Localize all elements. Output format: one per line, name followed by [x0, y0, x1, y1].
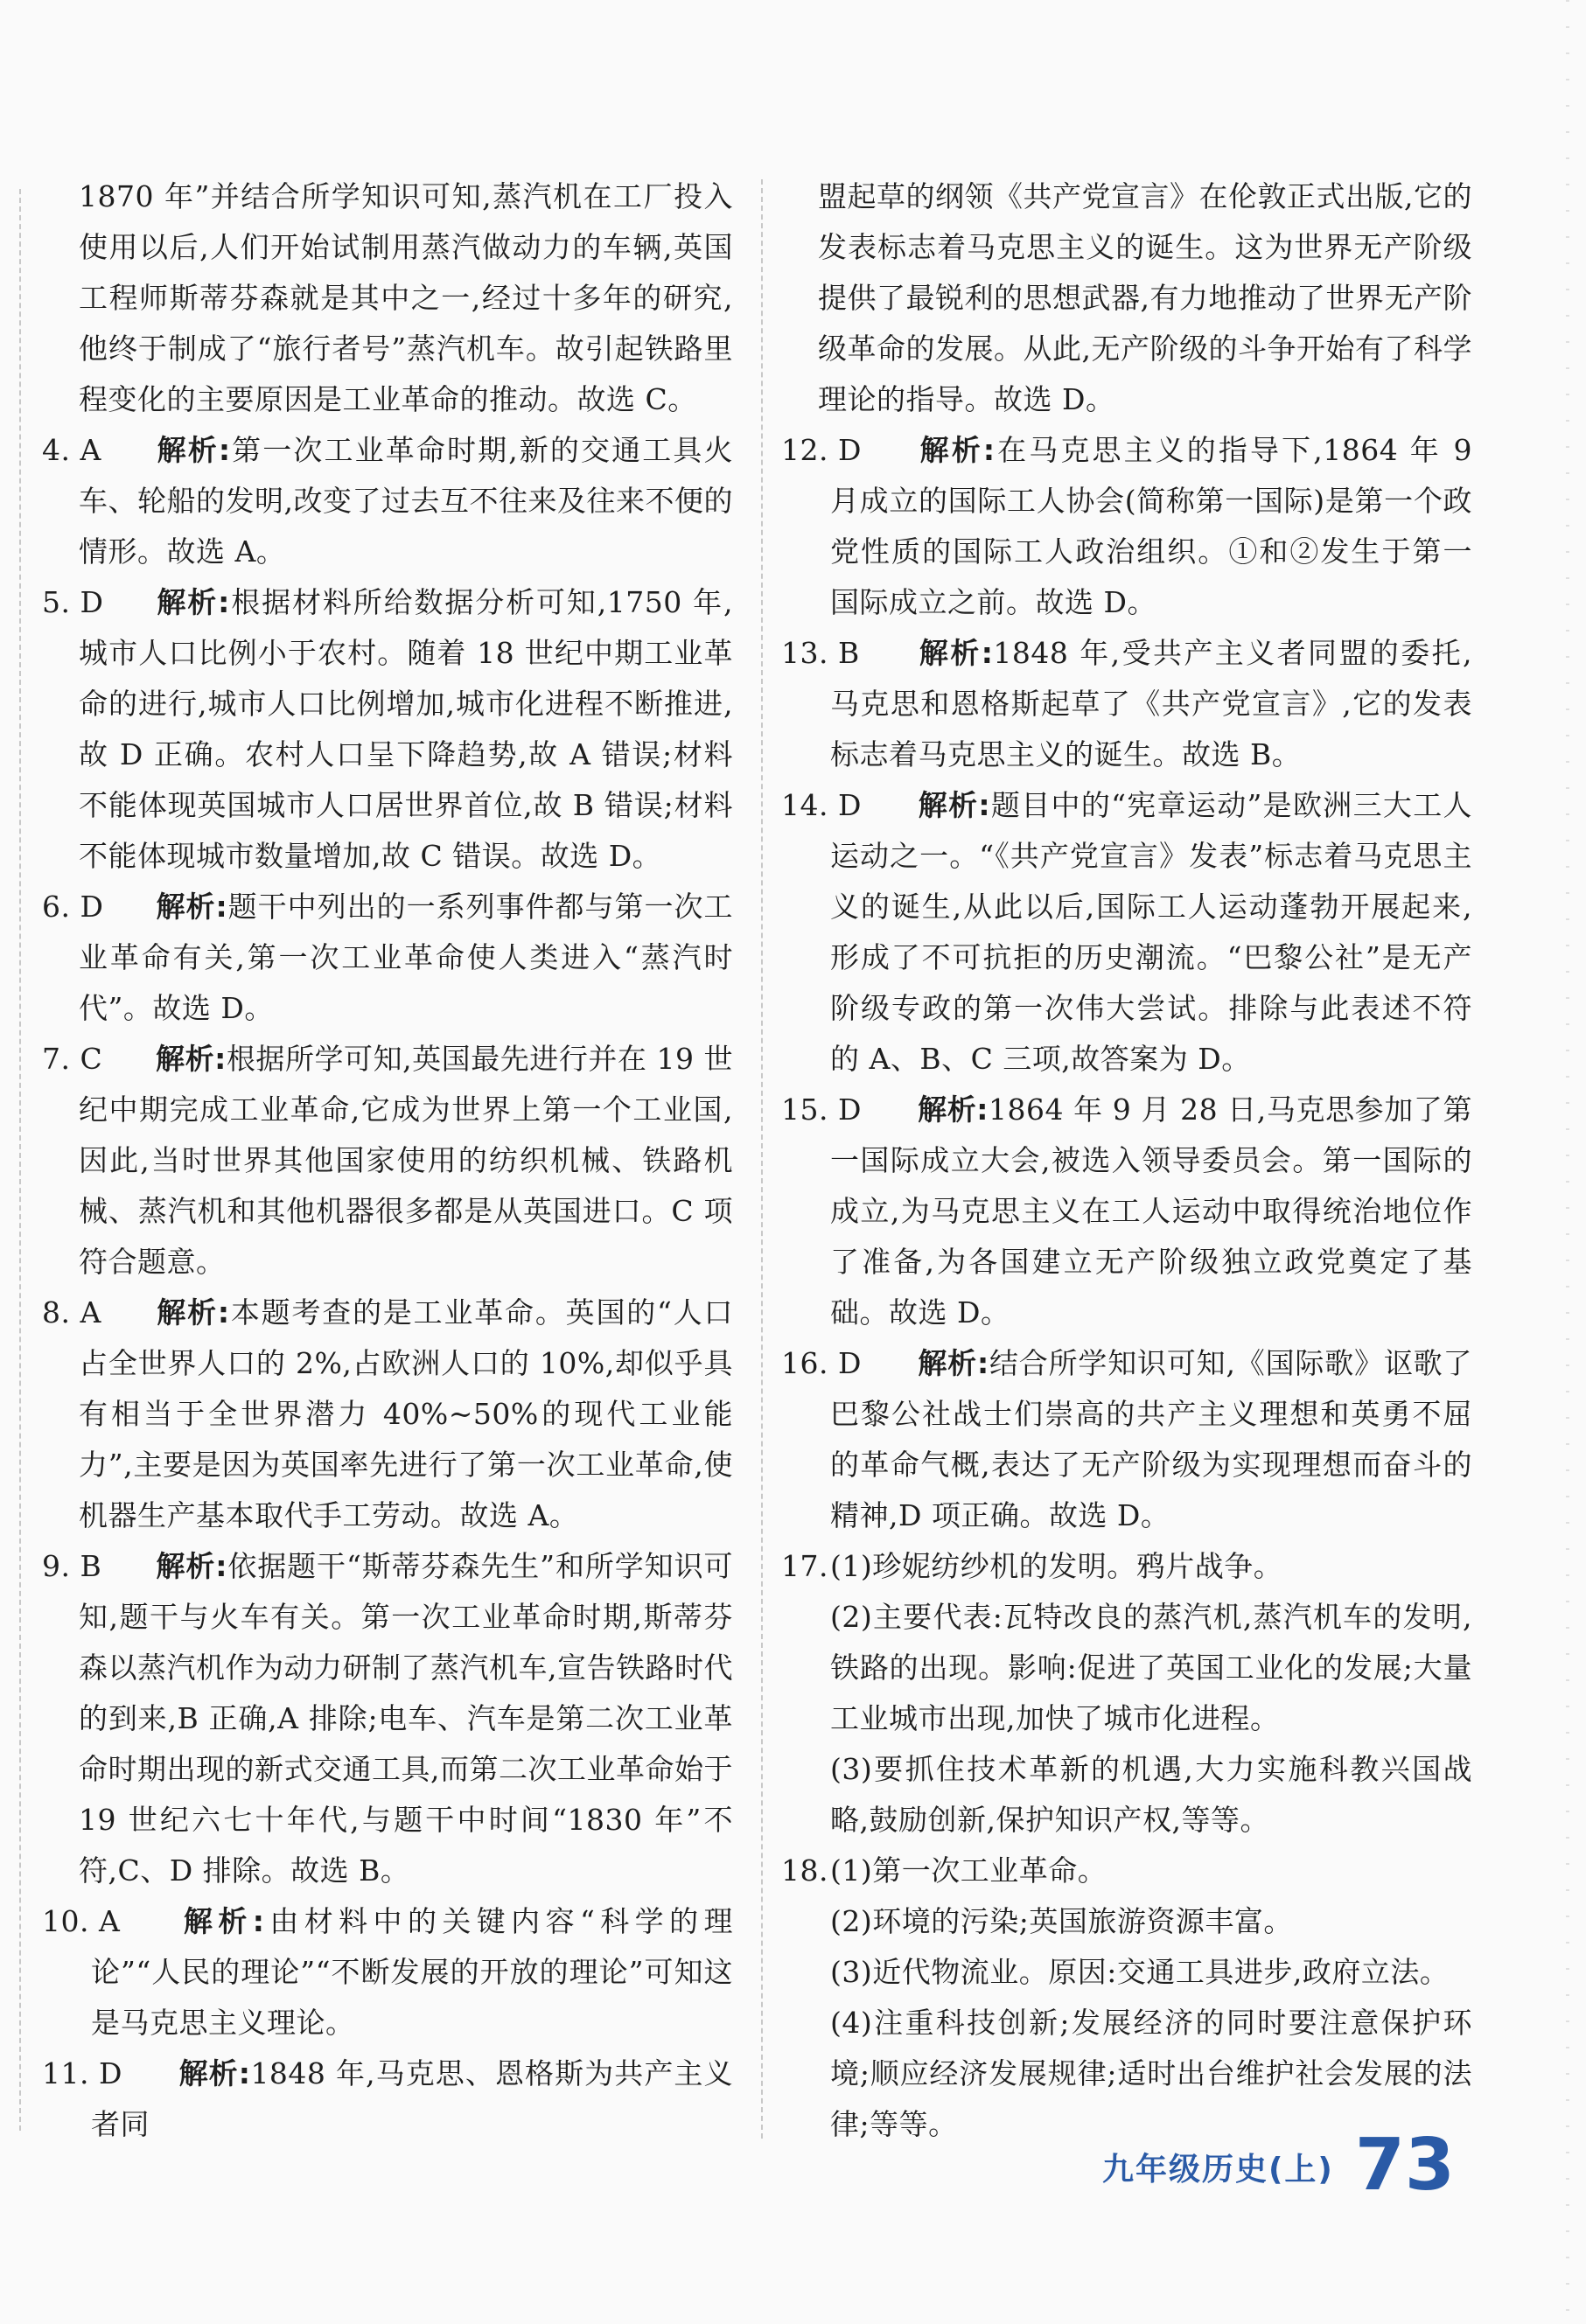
answer-body: [830, 433, 1472, 619]
sub-answer: (3)要抓住技术革新的机遇,大力实施科教兴国战略,鼓励创新,保护知识产权,等等。: [830, 1752, 1472, 1837]
analysis-label: 解析:: [156, 890, 228, 924]
answer-body: [79, 433, 733, 569]
question-number: 4. A: [42, 433, 101, 467]
analysis-text: 题干中列出的一系列事件都与第一次工业革命有关,第一次工业革命使人类进入“蒸汽时代”。故选 D。: [79, 890, 733, 1025]
page-footer: [1101, 2124, 1455, 2207]
column-divider: [761, 179, 763, 2139]
question-number: 10. A: [42, 1904, 121, 1938]
sub-answer: (1)第一次工业革命。: [830, 1853, 1107, 1888]
left-column: [42, 171, 733, 2150]
question-number: 11. D: [42, 2056, 122, 2090]
answer-item: [781, 780, 1472, 1085]
analysis-label: 解析:: [156, 585, 230, 619]
question-number: 14. D: [781, 788, 862, 822]
analysis-text: 由材料中的关键内容“科学的理论”“人民的理论”“不断发展的开放的理论”可知这是马克思主义理论。: [91, 1904, 733, 2040]
answer-body: [830, 1346, 1472, 1532]
answer-body: [79, 890, 733, 1025]
sub-answer: (2)环境的污染;英国旅游资源丰富。: [830, 1904, 1293, 1938]
answer-item: [781, 1541, 1472, 1846]
answer-item: [42, 882, 733, 1034]
question-number: 8. A: [42, 1295, 101, 1329]
analysis-text: 本题考查的是工业革命。英国的“人口占全世界人口的 2%,占欧洲人口的 10%,却似乎具有相当于全世界潜力 40%~50%的现代工业能力”,主要是因为英国率先进行了第一次工业革命,使机器生产基本取代手工劳动。故选 A。: [79, 1295, 733, 1532]
sub-answer: (1)珍妮纺纱机的发明。鸦片战争。: [830, 1549, 1283, 1583]
analysis-label: 解析:: [156, 433, 231, 467]
sub-answer: (3)近代物流业。原因:交通工具进步,政府立法。: [830, 1955, 1450, 1989]
question-number: 9. B: [42, 1549, 102, 1583]
analysis-text: 结合所学知识可知,《国际歌》讴歌了巴黎公社战士们崇高的共产主义理想和英勇不屈的革命气概,表达了无产阶级为实现理想而奋斗的精神,D 项正确。故选 D。: [830, 1346, 1472, 1532]
analysis-label: 解析:: [918, 1092, 989, 1127]
answer-item: [781, 1846, 1472, 2150]
question-number: 6. D: [42, 890, 104, 924]
sub-answer: (4)注重科技创新;发展经济的同时要注意保护环境;顺应经济发展规律;适时出台维护社会发展的法律;等等。: [830, 2006, 1472, 2141]
analysis-text: 题目中的“宪章运动”是欧洲三大工人运动之一。“《共产党宣言》发表”标志着马克思主义的诞生,从此以后,国际工人运动蓬勃开展起来,形成了不可抗拒的历史潮流。“巴黎公社”是无产阶级专政的第一次伟大尝试。排除与此表述不符的 A、B、C 三项,故答案为 D。: [830, 788, 1472, 1076]
sub-answer: (2)主要代表:瓦特改良的蒸汽机,蒸汽机车的发明,铁路的出现。影响:促进了英国工业化的发展;大量工业城市出现,加快了城市化进程。: [830, 1600, 1472, 1735]
analysis-text: 1848 年,马克思、恩格斯为共产主义者同: [91, 2056, 733, 2141]
question-number: 18.: [781, 1853, 828, 1888]
analysis-label: 解析:: [918, 636, 994, 670]
analysis-text: 1864 年 9 月 28 日,马克思参加了第一国际成立大会,被选入领导委员会。第一国际的成立,为马克思主义在工人运动中取得统治地位作了准备,为各国建立无产阶级独立政党奠定了基础。故选 D。: [830, 1092, 1472, 1329]
question-number: 17.: [781, 1549, 828, 1583]
analysis-label: 解析:: [156, 1549, 227, 1583]
right-column: [781, 171, 1472, 2150]
answer-item: [781, 1338, 1472, 1541]
analysis-label: 解析:: [156, 1295, 230, 1329]
question-number: 12. D: [781, 433, 862, 467]
question-number: 7. C: [42, 1042, 103, 1076]
answer-body: [830, 788, 1472, 1076]
analysis-text: 依据题干“斯蒂芬森先生”和所学知识可知,题干与火车有关。第一次工业革命时期,斯蒂芬森以蒸汽机作为动力研制了蒸汽机车,宣告铁路时代的到来,B 正确,A 排除;电车、汽车是第二次工业革命时期出现的新式交通工具,而第二次工业革命始于 19 世纪六七十年代,与题干中时间“1830 年”不符,C、D 排除。故选 B。: [79, 1549, 733, 1888]
answer-item: [42, 2048, 733, 2150]
analysis-label: 解析:: [178, 1904, 265, 1938]
analysis-label: 解析:: [178, 2056, 251, 2090]
answer-body: [830, 636, 1472, 771]
analysis-label: 解析:: [918, 788, 991, 822]
analysis-text: 根据所学可知,英国最先进行并在 19 世纪中期完成工业革命,它成为世界上第一个工业国,因此,当时世界其他国家使用的纺织机械、铁路机械、蒸汽机和其他机器很多都是从英国进口。C 项符合题意。: [79, 1042, 733, 1279]
answer-item: [42, 425, 733, 577]
answer-item: [781, 425, 1472, 628]
analysis-text: 根据材料所给数据分析可知,1750 年,城市人口比例小于农村。随着 18 世纪中期工业革命的进行,城市人口比例增加,城市化进程不断推进,故 D 正确。农村人口呈下降趋势,故 A 错误;材料不能体现英国城市人口居世界首位,故 B 错误;材料不能体现城市数量增加,故 C 错误。故选 D。: [79, 585, 733, 873]
page-number: 73: [1354, 2124, 1455, 2207]
analysis-text: 1848 年,受共产主义者同盟的委托,马克思和恩格斯起草了《共产党宣言》,它的发表标志着马克思主义的诞生。故选 B。: [830, 636, 1472, 771]
question-number: 15. D: [781, 1092, 862, 1127]
answer-item: [781, 1085, 1472, 1338]
question-number: 5. D: [42, 585, 104, 619]
answer-body: [91, 2056, 733, 2141]
analysis-label: 解析:: [918, 433, 996, 467]
analysis-label: 解析:: [156, 1042, 227, 1076]
answer-body: [79, 585, 733, 873]
analysis-text: 在马克思主义的指导下,1864 年 9 月成立的国际工人协会(简称第一国际)是第一个政党性质的国际工人政治组织。①和②发生于第一国际成立之前。故选 D。: [830, 433, 1472, 619]
answer-body: [91, 1904, 733, 2040]
answer-body: [79, 1295, 733, 1532]
analysis-label: 解析:: [918, 1346, 989, 1380]
continued-answer: 盟起草的纲领《共产党宣言》在伦敦正式出版,它的发表标志着马克思主义的诞生。这为世界无产阶级提供了最锐利的思想武器,有力地推动了世界无产阶级革命的发展。从此,无产阶级的斗争开始有了科学理论的指导。故选 D。: [818, 179, 1472, 416]
answer-body: [79, 1042, 733, 1279]
question-number: 13. B: [781, 636, 860, 670]
book-title: 九年级历史(上): [1101, 2152, 1334, 2188]
answer-item: [42, 1896, 733, 2048]
answer-item: [42, 1034, 733, 1288]
answer-item: [42, 577, 733, 882]
continued-answer: 1870 年”并结合所学知识可知,蒸汽机在工厂投入使用以后,人们开始试制用蒸汽做动力的车辆,英国工程师斯蒂芬森就是其中之一,经过十多年的研究,他终于制成了“旅行者号”蒸汽机车。故引起铁路里程变化的主要原因是工业革命的推动。故选 C。: [79, 179, 733, 416]
answer-item: [42, 1541, 733, 1896]
answer-body: [830, 1092, 1472, 1329]
answer-item: [42, 1288, 733, 1541]
answer-item: [781, 628, 1472, 780]
question-number: 16. D: [781, 1346, 862, 1380]
binding-edge: [1566, 0, 1569, 2324]
answer-body: [79, 1549, 733, 1888]
analysis-text: 第一次工业革命时期,新的交通工具火车、轮船的发明,改变了过去互不往来及往来不便的情形。故选 A。: [79, 433, 733, 569]
